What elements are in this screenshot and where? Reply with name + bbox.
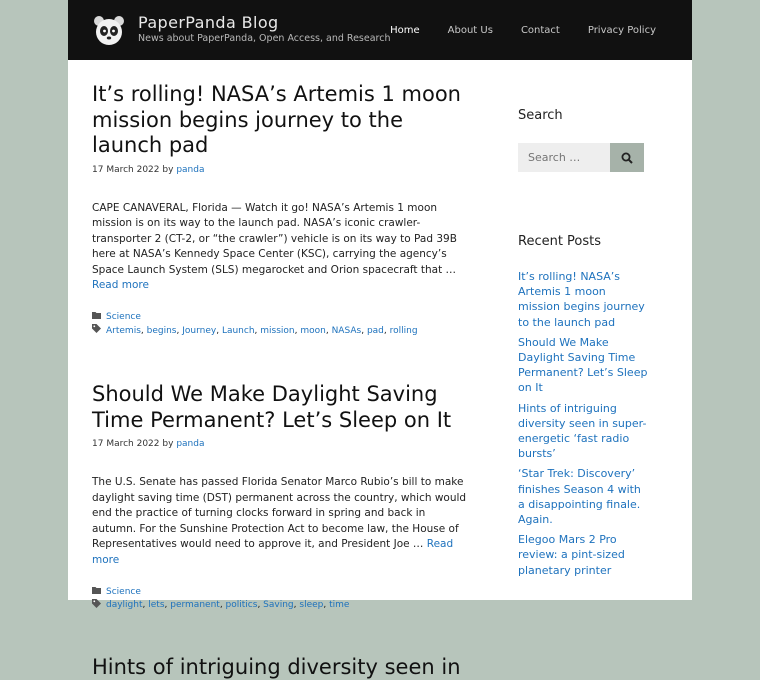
list-item — [518, 335, 648, 396]
tag-link[interactable]: sleep — [299, 600, 324, 611]
post-meta — [92, 165, 472, 175]
tag-link[interactable]: daylight — [106, 600, 143, 611]
tag-link[interactable]: begins — [146, 325, 177, 336]
post-title[interactable]: Should We Make Daylight Saving Time Permanent? Let’s Sleep on It — [92, 382, 452, 432]
tag-link[interactable]: Saving — [263, 600, 294, 611]
list-item — [518, 269, 648, 330]
recent-post-link[interactable]: Should We Make Daylight Saving Time Permanent? Let’s Sleep on It — [518, 335, 648, 395]
category-link[interactable]: Science — [106, 312, 141, 323]
recent-posts-widget — [518, 234, 648, 578]
tag-link[interactable]: moon — [300, 325, 326, 336]
tag-link[interactable]: Launch — [221, 325, 255, 336]
recent-post-link[interactable]: It’s rolling! NASA’s Artemis 1 moon mission begins journey to the launch pad — [518, 270, 645, 329]
site-description: News about PaperPanda, Open Access, and Research — [138, 33, 391, 44]
tag-link[interactable]: permanent — [170, 600, 220, 611]
tag-link[interactable]: lets — [148, 600, 165, 611]
post-tags: Artemis, begins, Journey, Launch, mission, moon, NASAs, pad, rolling — [92, 324, 472, 338]
tag-link[interactable]: Journey — [182, 325, 217, 336]
tag-link[interactable]: NASAs — [331, 325, 362, 336]
main-navigation — [362, 0, 656, 60]
recent-posts-title: Recent Posts — [518, 234, 602, 249]
post-artemis — [92, 82, 472, 338]
sidebar — [518, 108, 648, 583]
post-title[interactable]: It’s rolling! NASA’s Artemis 1 moon mission begins journey to the launch pad — [92, 82, 461, 157]
main-content — [92, 82, 472, 680]
post-footer — [92, 586, 472, 613]
read-more-link[interactable]: Read more — [92, 538, 454, 567]
read-more-link[interactable]: Read more — [92, 279, 149, 292]
search-widget-title: Search — [518, 108, 563, 123]
post-categories — [92, 311, 472, 324]
panda-logo-icon[interactable] — [93, 14, 125, 46]
tag-link[interactable]: politics — [225, 600, 258, 611]
post-categories — [92, 586, 472, 599]
post-author[interactable]: panda — [176, 164, 205, 175]
post-summary-text: The U.S. Senate has passed Florida Senator Marco Rubio’s bill to make daylight saving time (DST) permanent across the country, which would end the practice of turning clocks forward in spring and back in autumn. For the Sunshine Protection Act to become law, the House of Representatives would need to approve it, and President Joe … — [92, 476, 467, 551]
post-tags: daylight, lets, permanent, politics, Saving, sleep, time — [92, 599, 472, 613]
site-title[interactable]: PaperPanda Blog — [138, 13, 279, 32]
folder-icon — [92, 311, 103, 324]
post-summary-text: CAPE CANAVERAL, Florida — Watch it go! NASA’s Artemis 1 moon mission is on its way to the launch pad. NASA’s iconic crawler-transporter 2 (CT-2, or “the crawler”) vehicle is on its way to Pad 39B here at NASA’s Kennedy Space Center (KSC), carrying the agency’s Space Launch System (SLS) megarocket and Orion spacecraft that … — [92, 201, 457, 276]
tag-link[interactable]: mission — [260, 325, 295, 336]
search-icon — [621, 152, 633, 164]
post-meta — [92, 439, 472, 449]
tag-link[interactable]: Artemis — [106, 325, 141, 336]
post-title[interactable]: Hints of intriguing diversity seen in — [92, 654, 461, 679]
post-by: by — [162, 439, 174, 450]
nav-contact[interactable]: Contact — [520, 24, 560, 36]
post-date: 17 March 2022 — [92, 164, 160, 175]
post-date: 17 March 2022 — [92, 439, 160, 450]
list-item — [518, 401, 648, 462]
nav-privacy-policy[interactable]: Privacy Policy — [587, 24, 656, 36]
category-link[interactable]: Science — [106, 586, 141, 597]
search-input[interactable] — [518, 143, 610, 172]
tag-link[interactable]: rolling — [389, 325, 418, 336]
tag-link[interactable]: time — [329, 600, 350, 611]
recent-posts-list — [518, 269, 648, 578]
recent-post-link[interactable]: Hints of intriguing diversity seen in super-energetic ‘fast radio bursts’ — [518, 401, 647, 461]
post-author[interactable]: panda — [176, 439, 205, 450]
tag-link[interactable]: pad — [366, 325, 384, 336]
tag-icon — [92, 324, 103, 338]
post-fast-radio-bursts — [92, 655, 472, 680]
post-summary — [92, 201, 472, 295]
search-widget — [518, 108, 648, 172]
list-item — [518, 466, 648, 527]
recent-post-link[interactable]: ‘Star Trek: Discovery’ finishes Season 4 with a disappointing finale. Again. — [518, 467, 641, 527]
nav-home[interactable]: Home — [390, 24, 420, 36]
folder-icon — [92, 586, 103, 599]
tag-icon — [92, 599, 103, 613]
content-area — [68, 60, 692, 679]
list-item — [518, 532, 648, 578]
site-header — [68, 0, 692, 60]
post-footer — [92, 311, 472, 338]
search-button[interactable] — [610, 143, 644, 172]
search-form — [518, 143, 648, 172]
post-summary — [92, 475, 472, 569]
nav-about-us[interactable]: About Us — [447, 24, 493, 36]
post-by: by — [162, 164, 174, 175]
recent-post-link[interactable]: Elegoo Mars 2 Pro review: a pint-sized planetary printer — [518, 533, 625, 577]
post-daylight-saving — [92, 382, 472, 613]
